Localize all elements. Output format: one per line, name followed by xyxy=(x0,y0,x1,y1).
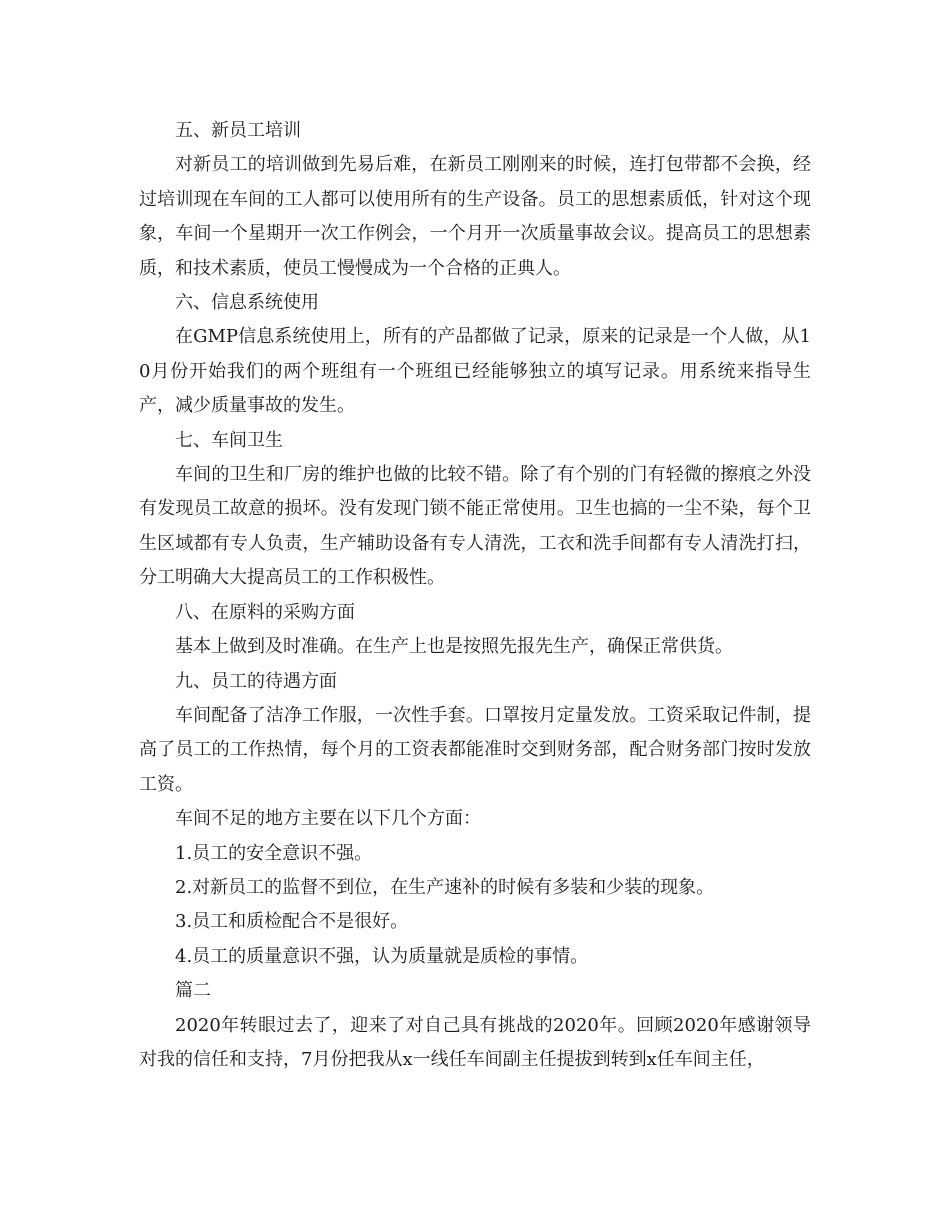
paragraph-information-system: 在GMP信息系统使用上，所有的产品都做了记录，原来的记录是一个人做，从10月份开始我们的两个班组有一个班组已经能够独立的填写记录。用系统来指导生产，减少质量事故的发生。 xyxy=(139,326,811,417)
section-heading-raw-material-purchasing: 八、在原料的采购方面 xyxy=(175,601,355,623)
document-body xyxy=(139,114,811,1077)
list-item-shortcoming-3: 3.员工和质检配合不是很好。 xyxy=(175,911,409,933)
paragraph-new-employee-training: 对新员工的培训做到先易后难，在新员工刚刚来的时候，连打包带都不会换，经过培训现在车间的工人都可以使用所有的生产设备。员工的思想素质低，针对这个现象，车间一个星期开一次工作例会，一个月开一次质量事故会议。提高员工的思想素质，和技术素质，使员工慢慢成为一个合格的正典人。 xyxy=(139,154,811,279)
part-heading-part-two: 篇二 xyxy=(175,980,211,1002)
paragraph-raw-material-purchasing: 基本上做到及时准确。在生产上也是按照先报先生产，确保正常供货。 xyxy=(175,636,733,658)
list-item-shortcoming-4: 4.员工的质量意识不强，认为质量就是质检的事情。 xyxy=(175,945,589,967)
list-item-shortcoming-2: 2.对新员工的监督不到位，在生产速补的时候有多装和少装的现象。 xyxy=(175,876,715,898)
section-heading-workshop-hygiene: 七、车间卫生 xyxy=(175,429,283,451)
list-item-shortcoming-1: 1.员工的安全意识不强。 xyxy=(175,842,373,864)
section-heading-information-system: 六、信息系统使用 xyxy=(175,292,319,314)
paragraph-part-two-intro: 2020年转眼过去了，迎来了对自己具有挑战的2020年。回顾2020年感谢领导对我的信任和支持，7月份把我从x一线任车间副主任提拔到转到x任车间主任， xyxy=(139,1014,811,1070)
paragraph-shortcomings-intro: 车间不足的地方主要在以下几个方面： xyxy=(175,808,481,830)
section-heading-employee-treatment: 九、员工的待遇方面 xyxy=(175,670,337,692)
paragraph-workshop-hygiene: 车间的卫生和厂房的维护也做的比较不错。除了有个别的门有轻微的擦痕之外没有发现员工故意的损坏。没有发现门锁不能正常使用。卫生也搞的一尘不染，每个卫生区域都有专人负责，生产辅助设备有专人清洗，工衣和洗手间都有专人清洗打扫，分工明确大大提高员工的工作积极性。 xyxy=(139,464,811,589)
paragraph-employee-treatment: 车间配备了洁净工作服，一次性手套。口罩按月定量发放。工资采取记件制，提高了员工的工作热情，每个月的工资表都能准时交到财务部，配合财务部门按时发放工资。 xyxy=(139,704,811,795)
section-heading-new-employee-training: 五、新员工培训 xyxy=(175,120,301,141)
